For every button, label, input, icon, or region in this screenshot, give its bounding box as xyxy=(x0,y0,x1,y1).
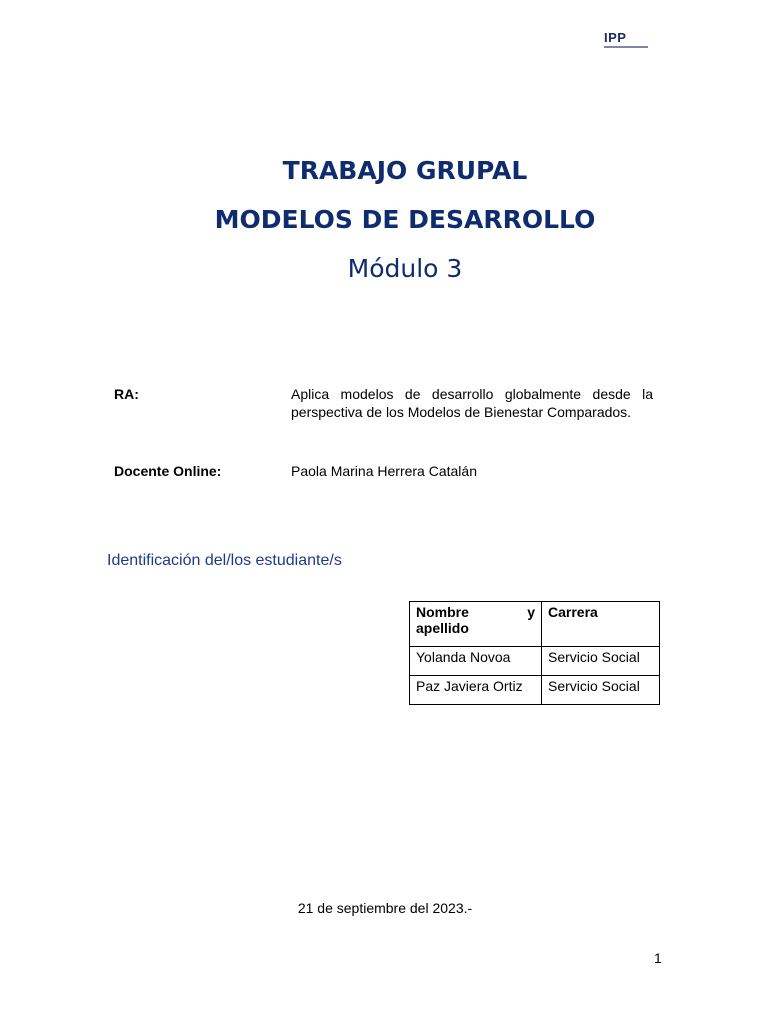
table-header-row xyxy=(410,602,660,647)
course-title: MODELOS DE DESARROLLO xyxy=(214,205,596,234)
docente-value: Paola Marina Herrera Catalán xyxy=(291,463,477,479)
header-name-word1: Nombre xyxy=(416,604,469,620)
docente-label: Docente Online: xyxy=(114,463,222,479)
header-career-cell: Carrera xyxy=(542,602,660,647)
students-table xyxy=(409,601,660,705)
logo-text: IPP xyxy=(604,30,627,45)
student-career-cell: Servicio Social xyxy=(542,647,660,676)
students-heading: Identificación del/los estudiante/s xyxy=(107,552,342,569)
document-date: 21 de septiembre del 2023.- xyxy=(297,900,473,916)
header-name-word2: y xyxy=(527,604,535,620)
document-title: TRABAJO GRUPAL xyxy=(282,156,528,185)
header-name-word3: apellido xyxy=(416,620,469,636)
page-number: 1 xyxy=(654,950,662,966)
logo-underline xyxy=(604,46,648,48)
student-name-cell: Yolanda Novoa xyxy=(410,647,542,676)
student-name-cell: Paz Javiera Ortiz xyxy=(410,676,542,705)
ra-value: Aplica modelos de desarrollo globalmente desde la perspectiva de los Modelos de Bienestar Comparados. xyxy=(291,386,653,420)
module-title: Módulo 3 xyxy=(347,254,463,283)
student-career-cell: Servicio Social xyxy=(542,676,660,705)
header-name-cell xyxy=(410,602,542,647)
institution-logo xyxy=(604,31,652,49)
ra-label: RA: xyxy=(114,386,139,402)
table-row xyxy=(410,676,660,705)
table-row xyxy=(410,647,660,676)
